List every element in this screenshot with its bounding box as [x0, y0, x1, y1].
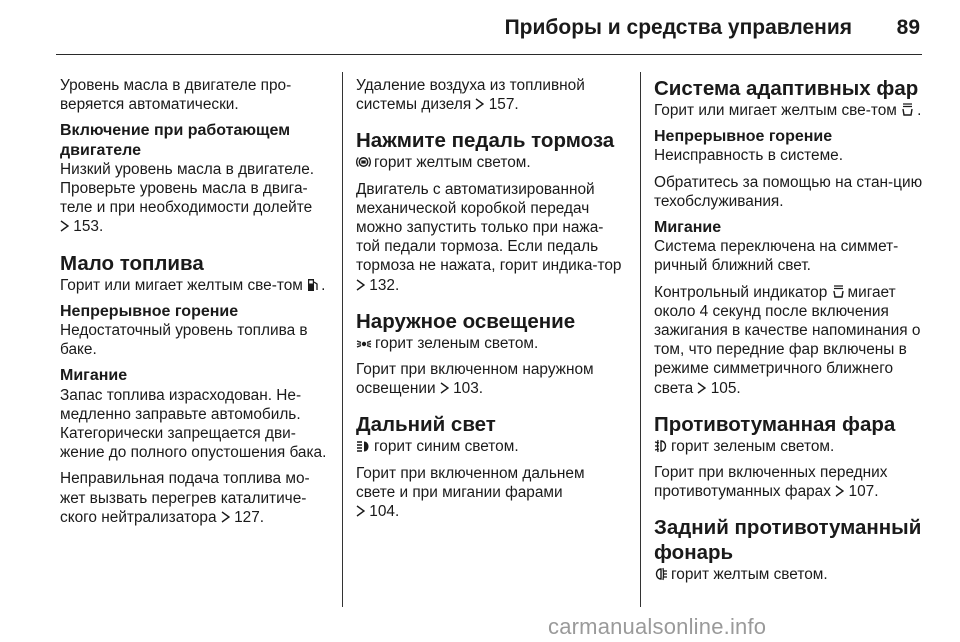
- page-ref-link[interactable]: 157.: [488, 96, 519, 114]
- paragraph: Система переключена на симмет-ричный ближний свет.: [654, 238, 899, 275]
- paragraph: горит зеленым светом.: [356, 334, 626, 353]
- section-heading-brake: Нажмите педаль тормоза: [356, 129, 615, 153]
- page-ref-link[interactable]: 153.: [73, 218, 104, 236]
- paragraph: горит желтым светом.: [356, 153, 626, 172]
- paragraph: Горит или мигает желтым све-том .: [654, 102, 922, 119]
- paragraph: горит зеленым светом.: [654, 437, 936, 456]
- page-title: Приборы и средства управления: [504, 16, 852, 39]
- paragraph: Низкий уровень масла в двигателе. Проверьте уровень масла в двига-теле и при необходимости долейте 153.: [60, 160, 315, 236]
- paragraph: Удаление воздуха из топливной системы дизеля 157.: [356, 77, 585, 114]
- paragraph: Горит при включенном наружном освещении 103.: [356, 361, 594, 398]
- high-beam-icon: [356, 440, 371, 453]
- section-heading-high-beam: Дальний свет: [356, 413, 496, 437]
- watermark: carmanualsonline.info: [548, 614, 767, 639]
- front-fog-light-icon: [654, 439, 668, 453]
- header-divider: [56, 54, 922, 55]
- page-ref-arrow-icon: [440, 382, 449, 394]
- page-ref-arrow-icon: [835, 485, 844, 497]
- paragraph: Недостаточный уровень топлива в баке.: [60, 322, 308, 359]
- page-ref-arrow-icon: [221, 511, 230, 523]
- page-ref-link[interactable]: 127.: [234, 508, 265, 526]
- paragraph: Контрольный индикатор мигает около 4 секунд после включения зажигания в качестве напоминания о том, что передние фар включены в режиме симметричного ближнего света 105.: [654, 283, 921, 397]
- adaptive-headlight-icon: [901, 102, 914, 117]
- paragraph: Неправильная подача топлива мо-жет вызвать перегрев каталитиче-ского нейтрализатора 127.: [60, 470, 310, 526]
- column-divider: [342, 72, 343, 607]
- paragraph: Уровень масла в двигателе про-веряется автоматически.: [60, 77, 292, 114]
- adaptive-headlight-icon: [832, 284, 845, 299]
- column-middle: [356, 76, 626, 528]
- page-number: 89: [896, 16, 920, 39]
- page-ref-arrow-icon: [697, 382, 706, 394]
- subheading-engine-running: Включение при работающем двигателе: [60, 122, 291, 159]
- page-ref-arrow-icon: [60, 220, 69, 232]
- page-ref-arrow-icon: [356, 505, 365, 517]
- section-heading-rear-fog-light: Задний противотуманный фонарь: [654, 516, 922, 565]
- section-heading-low-fuel: Мало топлива: [60, 251, 204, 275]
- paragraph: Неисправность в системе.: [654, 147, 843, 165]
- section-heading-exterior-lights: Наружное освещение: [356, 309, 576, 333]
- page-ref-link[interactable]: 105.: [710, 379, 741, 397]
- paragraph: горит желтым светом.: [654, 565, 936, 584]
- paragraph: Обратитесь за помощью на стан-цию техобслуживания.: [654, 173, 923, 210]
- rear-fog-light-icon: [654, 567, 668, 581]
- subheading-steady: Непрерывное горение: [60, 302, 239, 320]
- page-ref-link[interactable]: 132.: [369, 276, 400, 294]
- page-ref-arrow-icon: [475, 98, 484, 110]
- page-ref-link[interactable]: 104.: [369, 503, 400, 521]
- subheading-steady: Непрерывное горение: [654, 128, 833, 146]
- paragraph: Горит или мигает желтым све-том .: [60, 276, 326, 294]
- paragraph: Горит при включенном дальнем свете и при мигании фарами 104.: [356, 464, 585, 521]
- column-divider: [640, 72, 641, 607]
- column-left: [60, 76, 330, 534]
- fuel-pump-icon: [307, 278, 318, 292]
- paragraph: Горит при включенных передних противотуманных фарах 107.: [654, 464, 888, 501]
- page-header: [0, 0, 960, 56]
- section-heading-fog-light: Противотуманная фара: [654, 412, 896, 436]
- subheading-flashing: Мигание: [60, 367, 128, 385]
- brake-pedal-icon: [356, 155, 371, 169]
- section-heading-adaptive-lights: Система адаптивных фар: [654, 77, 919, 100]
- paragraph: горит синим светом.: [356, 437, 626, 456]
- page-ref-link[interactable]: 107.: [848, 483, 879, 501]
- page-ref-link[interactable]: 103.: [453, 380, 484, 398]
- paragraph: Двигатель с автоматизированной механической коробкой передач можно запустить только при нажа-той педали тормоза. Если педаль тормоза не нажата, горит индика-тор 132.: [356, 180, 622, 294]
- paragraph: Запас топлива израсходован. Не-медленно заправьте автомобиль. Категорически запрещается дви-жение до полного опустошения бака.: [60, 386, 327, 462]
- column-right: [654, 76, 936, 592]
- subheading-flashing: Мигание: [654, 219, 722, 237]
- page-ref-arrow-icon: [356, 279, 365, 291]
- side-lights-icon: [356, 338, 372, 350]
